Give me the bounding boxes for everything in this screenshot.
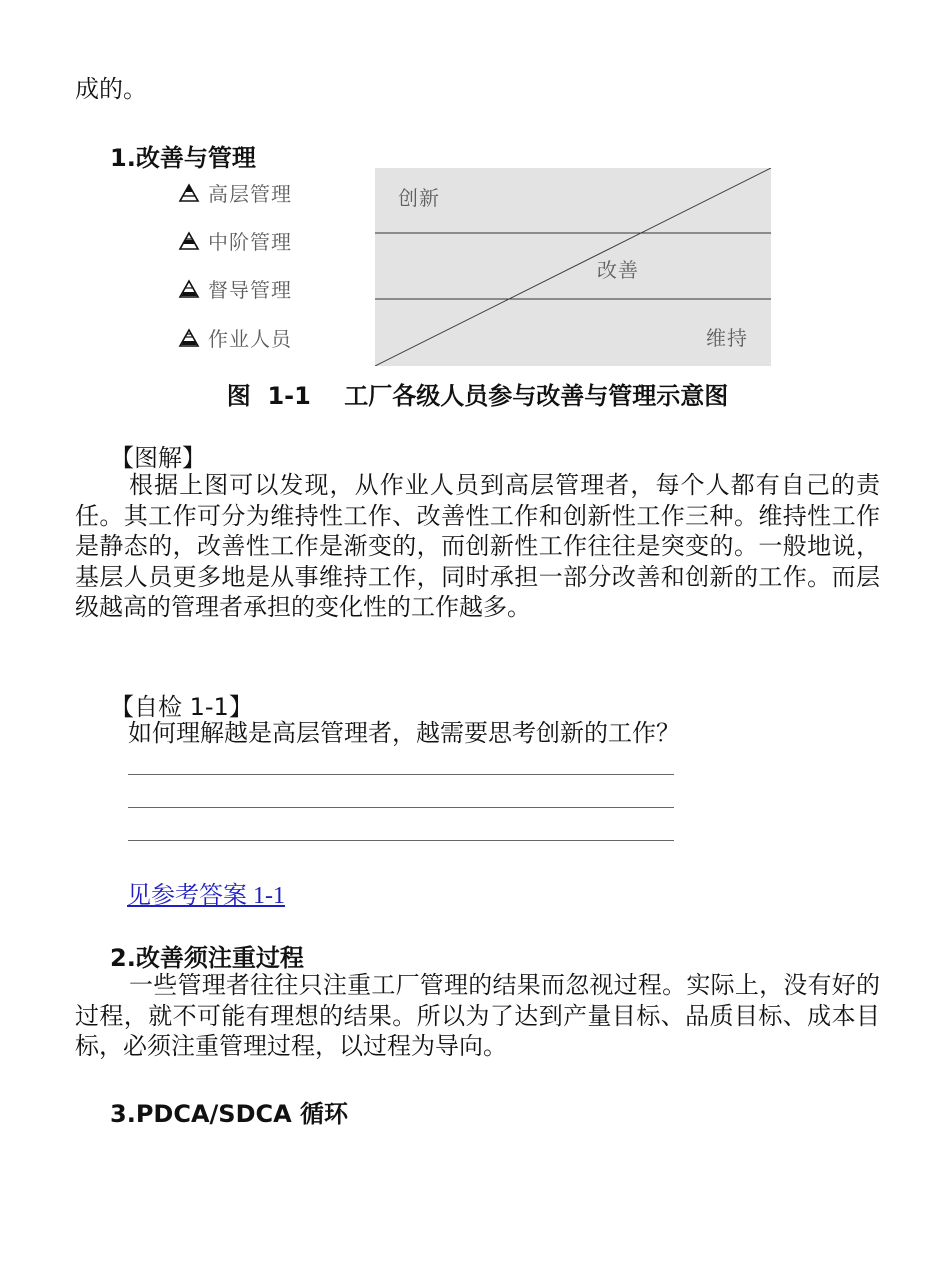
pyramid-icon [178,327,200,349]
level-item-top [178,178,292,207]
level-label: 高层管理 [208,182,292,206]
zone-improvement-label: 改善 [597,258,639,282]
explanation-heading: 【图解】 [110,444,206,472]
explanation-paragraph: 根据上图可以发现，从作业人员到高层管理者，每个人都有自己的责任。其工作可分为维持性工作、改善性工作和创新性工作三种。维持性工作是静态的，改善性工作是渐变的，而创新性工作往往是突变的。一般地说，基层人员更多地是从事维持工作，同时承担一部分改善和创新的工作。而层级越高的管理者承担的变化性的工作越多。 [75,471,880,621]
section-heading-1: 1.改善与管理 [110,144,256,172]
zone-innovation-label: 创新 [398,186,440,210]
section-heading-2: 2.改善须注重过程 [110,944,304,972]
answer-blank-line[interactable] [128,774,674,775]
self-check-question: 如何理解越是高层管理者，越需要思考创新的工作？ [128,719,680,747]
level-item-supervisor [178,274,292,303]
section-heading-3: 3.PDCA/SDCA 循环 [110,1100,349,1128]
level-item-workers [178,323,292,352]
pyramid-icon [178,230,200,252]
figure-caption: 图 1-1 工厂各级人员参与改善与管理示意图 [226,382,729,410]
pyramid-icon [178,182,200,204]
reference-answer-link[interactable]: 见参考答案 1-1 [127,883,285,909]
pyramid-icon [178,278,200,300]
work-type-diagram [375,168,771,366]
self-check-heading: 【自检 1-1】 [110,693,253,721]
section2-paragraph: 一些管理者往往只注重工厂管理的结果而忽视过程。实际上，没有好的过程，就不可能有理想的结果。所以为了达到产量目标、品质目标、成本目标，必须注重管理过程，以过程为导向。 [75,971,880,1060]
answer-blank-line[interactable] [128,840,674,841]
level-label: 作业人员 [208,327,292,351]
level-item-middle [178,226,292,255]
level-label: 中阶管理 [208,230,292,254]
zone-maintenance-label: 维持 [706,326,748,350]
level-label: 督导管理 [208,278,292,302]
continuation-text: 成的。 [75,75,147,103]
answer-blank-line[interactable] [128,807,674,808]
